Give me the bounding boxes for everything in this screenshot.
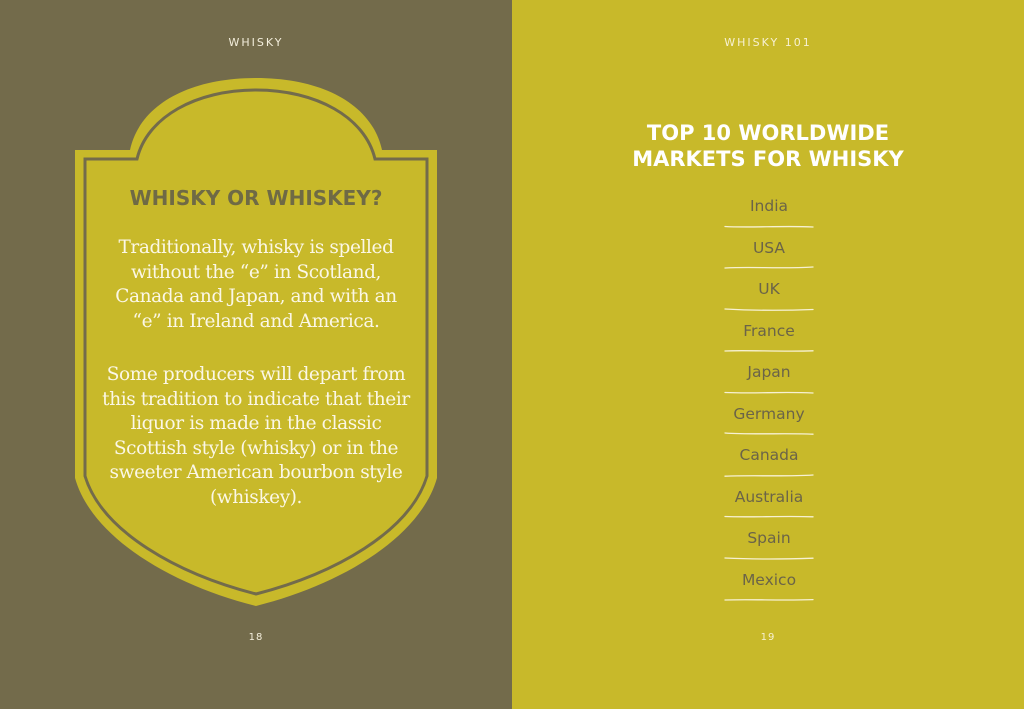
- markets-title: [512, 120, 1024, 172]
- market-item-uk: [724, 270, 814, 312]
- market-item-spain: [724, 519, 814, 561]
- markets-title-line-2: MARKETS FOR WHISKY: [632, 147, 904, 171]
- market-name: Australia: [734, 487, 804, 506]
- panel-title: WHISKY OR WHISKEY?: [129, 186, 383, 210]
- market-name: USA: [752, 238, 786, 257]
- hand-drawn-rule: [724, 597, 814, 602]
- shield-content: [100, 186, 412, 539]
- market-name: Japan: [747, 363, 791, 381]
- market-name: UK: [758, 280, 780, 298]
- market-name: India: [749, 197, 789, 215]
- market-name: Mexico: [741, 570, 797, 589]
- panel-paragraph-2: Some producers will depart from this tradition to indicate that their liquor is made in the classic Scottish style (whisky) or in the sweeter American bourbon style (whiskey).: [102, 364, 410, 508]
- market-item-france: [724, 312, 814, 354]
- market-name: Canada: [739, 446, 799, 464]
- markets-title-line-1: TOP 10 WORLDWIDE: [646, 121, 890, 145]
- market-name: France: [743, 321, 795, 340]
- market-item-canada: [724, 436, 814, 478]
- page-number-right: 19: [760, 632, 776, 643]
- market-item-india: [724, 187, 814, 229]
- market-item-japan: [724, 353, 814, 395]
- panel-paragraph-1: Traditionally, whisky is spelled without the “e” in Scotland, Canada and Japan, and with an “e” in Ireland and America.: [115, 237, 397, 332]
- market-item-australia: [724, 478, 814, 520]
- market-name: Spain: [747, 529, 791, 547]
- markets-list: [724, 187, 814, 602]
- running-head-right: WHISKY 101: [724, 36, 812, 49]
- page-number-left: 18: [248, 632, 264, 643]
- market-item-germany: [724, 395, 814, 437]
- market-name: Germany: [733, 404, 805, 423]
- market-item-mexico: [724, 561, 814, 603]
- right-page: [512, 0, 1024, 709]
- market-item-usa: [724, 229, 814, 271]
- running-head-left: WHISKY: [228, 36, 284, 49]
